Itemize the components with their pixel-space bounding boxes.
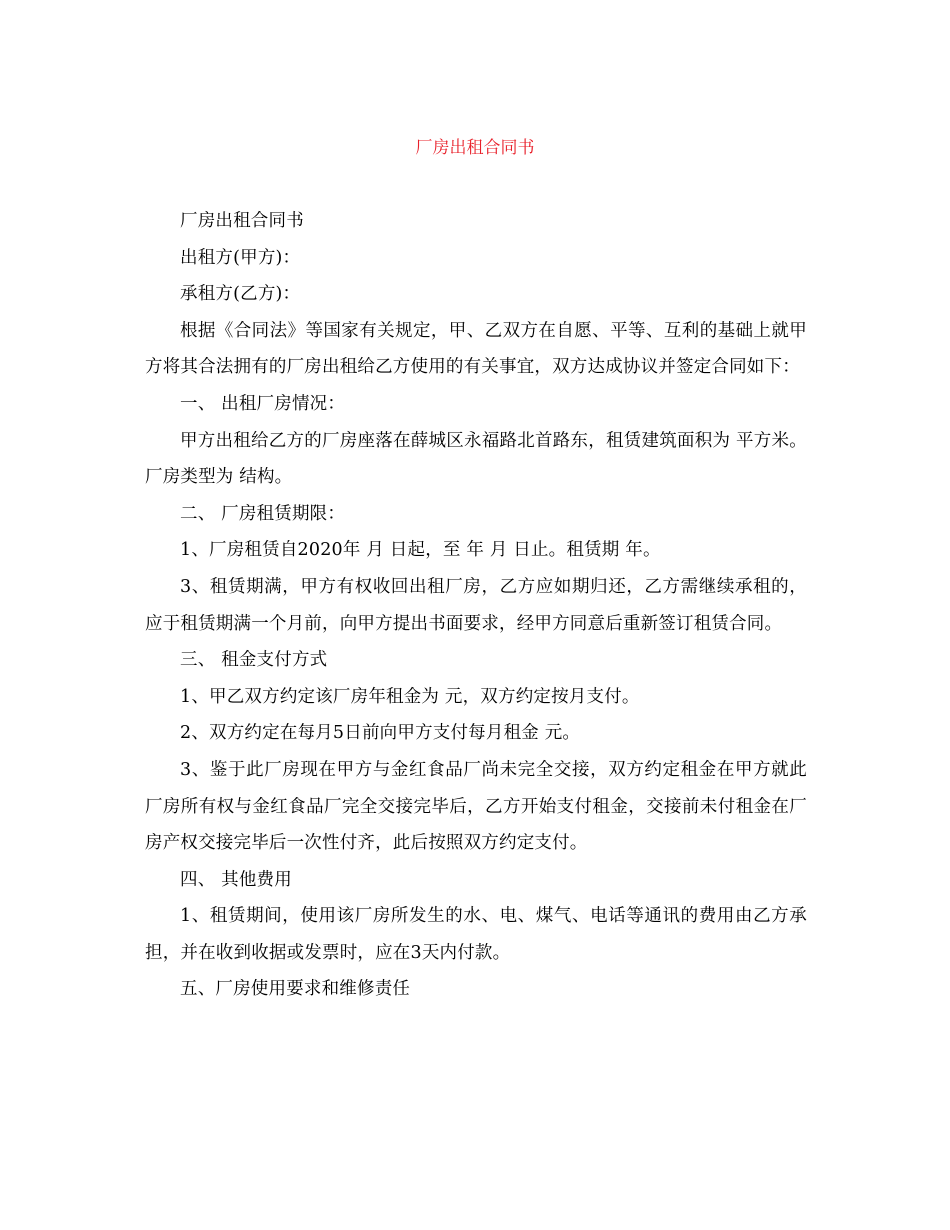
section-3-item-1: 1、甲乙双方约定该厂房年租金为 元，双方约定按月支付。 [180, 686, 640, 707]
section-3-item-3: 3、鉴于此厂房现在甲方与金红食品厂尚未完全交接，双方约定租金在甲方就此厂房所有权与金红食品厂完全交接完毕后，乙方开始支付租金，交接前未付租金在厂房产权交接完毕后一次性付齐，此后按照双方约定支付。 [145, 759, 807, 854]
section-2-item-3: 3、租赁期满，甲方有权收回出租厂房，乙方应如期归还，乙方需继续承租的，应于租赁期满一个月前，向甲方提出书面要求，经甲方同意后重新签订租赁合同。 [145, 576, 807, 634]
paragraph-preamble: 根据《合同法》等国家有关规定，甲、乙双方在自愿、平等、互利的基础上就甲方将其合法拥有的厂房出租给乙方使用的有关事宜，双方达成协议并签定合同如下： [145, 320, 807, 378]
paragraph-lessee: 承租方(乙方)： [180, 284, 301, 305]
document-title: 厂房出租合同书 [415, 138, 535, 158]
section-3-heading: 三、 租金支付方式 [180, 650, 328, 671]
document-body [145, 203, 807, 1008]
section-5-heading: 五、厂房使用要求和维修责任 [180, 979, 411, 1000]
section-4-item-1: 1、租赁期间，使用该厂房所发生的水、电、煤气、电话等通讯的费用由乙方承担，并在收到收据或发票时，应在3天内付款。 [145, 906, 807, 963]
section-2-heading: 二、 厂房租赁期限： [180, 503, 346, 524]
section-1-text: 甲方出租给乙方的厂房座落在薛城区永福路北首路东，租赁建筑面积为 平方米。厂房类型为 结构。 [145, 430, 807, 488]
section-4-heading: 四、 其他费用 [180, 869, 292, 890]
paragraph-heading: 厂房出租合同书 [180, 211, 304, 231]
section-1-heading: 一、 出租厂房情况： [180, 393, 346, 414]
section-2-item-1: 1、厂房租赁自2020年 月 日起，至 年 月 日止。租赁期 年。 [180, 540, 661, 561]
paragraph-lessor: 出租方(甲方)： [180, 247, 301, 268]
section-3-item-2: 2、双方约定在每月5日前向甲方支付每月租金 元。 [180, 723, 581, 744]
